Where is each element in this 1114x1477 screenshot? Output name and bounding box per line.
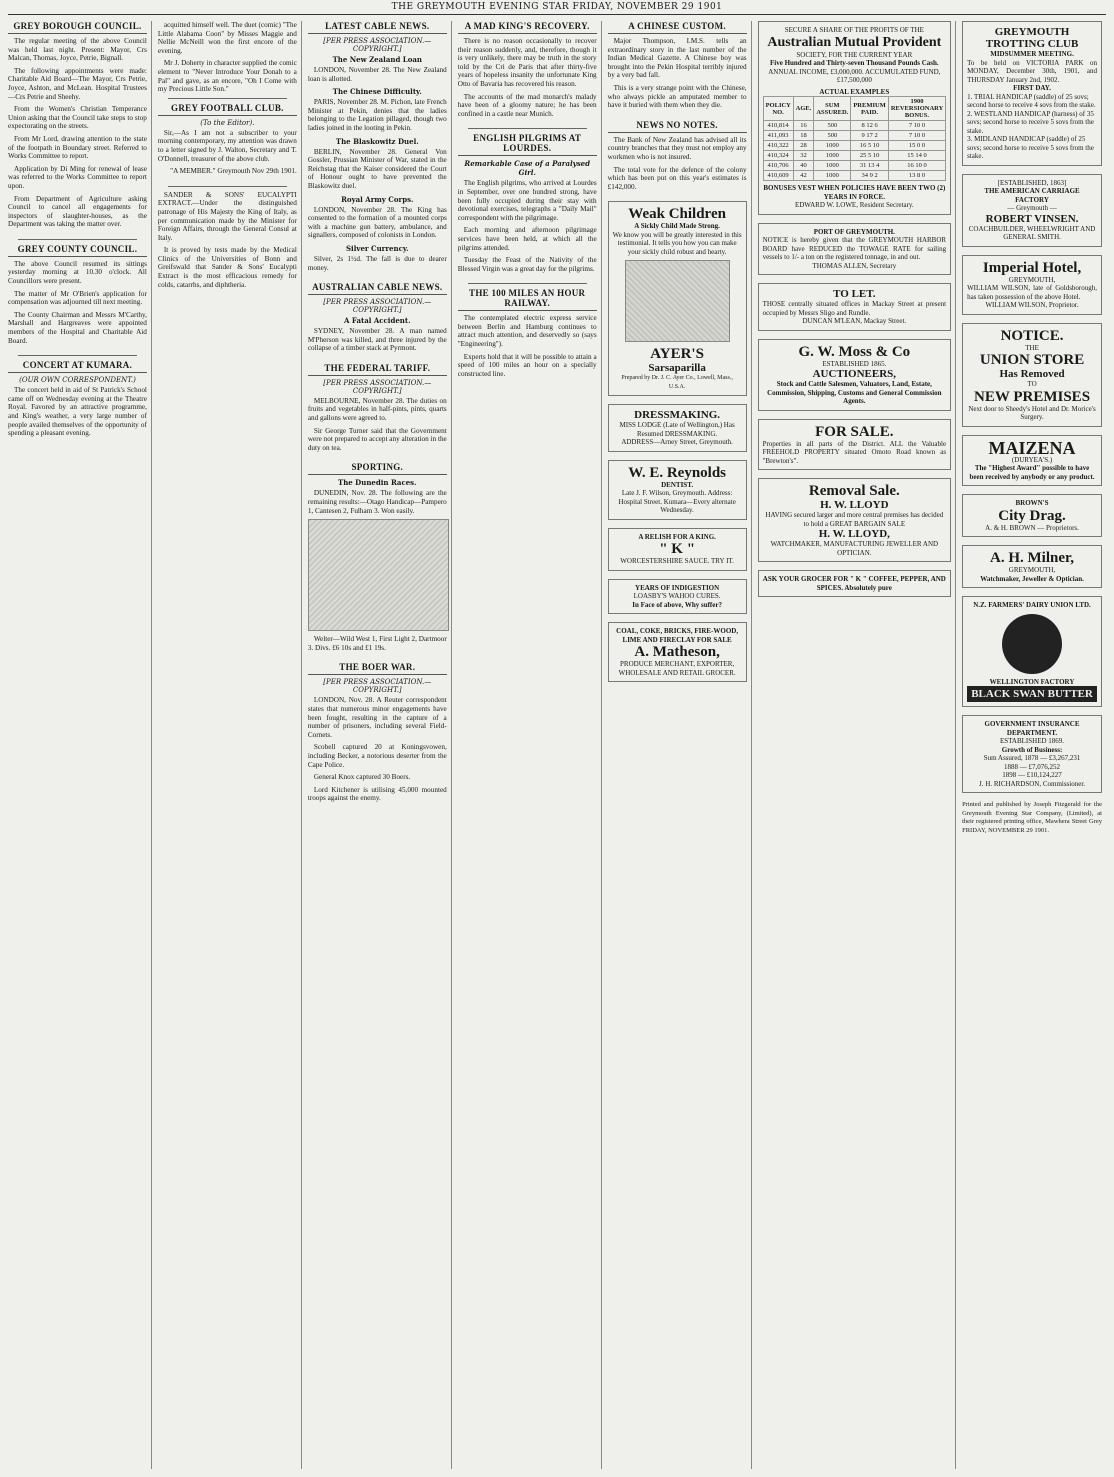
ad-signature: WILLIAM WILSON, Proprietor. (985, 301, 1079, 309)
article-100-miles-railway (458, 288, 597, 378)
article-paragraph: It is proved by tests made by the Medical Clinics of the Universities of Bonn and Greifswald that Sander & Sons' Eucalypti Extract is the most efficacious remedy for colds, catarrhs, and diphtheria. (157, 246, 297, 289)
table-cell: 7 10 0 (888, 121, 945, 131)
article-paragraph: There is no reason occasionally to recover their reason suddenly, and, therefore, though it is very unlikely, there may be truth in the story told by the Cri de Paris that after thirty-five years of hopeless insanity the unfortunate King Otto of Bavaria has recovered his reason. (457, 37, 597, 88)
table-cell: 411,093 (763, 131, 793, 141)
ad-text: The "Highest Award" possible to have been received by anybody or any product. (969, 464, 1095, 481)
article-subhead: Remarkable Case of a Paralysed Girl. (464, 159, 591, 178)
article-headline: LATEST CABLE NEWS. (308, 21, 447, 34)
article-headline: ENGLISH PILGRIMS AT LOURDES. (458, 133, 597, 156)
table-header: 1900 REVERSIONARY BONUS. (888, 97, 945, 121)
ad-row: Sum Assured, 1878 — £3,267,231 (983, 754, 1081, 762)
ad-subtitle: WATCHMAKER, MANUFACTURING JEWELLER AND OPTICIAN. (770, 540, 939, 557)
ad-brand: BLACK SWAN BUTTER (967, 686, 1097, 702)
article-paragraph: DUNEDIN, Nov. 28. The following are the remaining results:—Otago Handicap—Pampero 1, Cantesen 2, Fulham 3. Won easily. (307, 489, 447, 515)
article-headline: A CHINESE CUSTOM. (608, 21, 747, 34)
table-cell: 500 (814, 131, 851, 141)
article-paragraph: Application by Di Ming for renewal of lease was referred to the Works Committee to report upon. (8, 164, 147, 190)
ad-text: In Face of above, Why suffer? (632, 600, 722, 609)
article-sporting (308, 462, 447, 652)
article-paragraph: The Bank of New Zealand has advised all its country branches that they must not employ any workmen who is not insured. (607, 135, 747, 161)
letter-signature: "A MEMBER." Greymouth Nov 29th 1901. (170, 167, 297, 176)
ad-text: Late J. F. Wilson, Greymouth. Address: Hospital Street. Kumara—Every alternate Wednesday. (618, 489, 736, 515)
column-5 (608, 21, 752, 1469)
article-paragraph: The matter of Mr O'Brien's application for compensation was adjourned till next meeting. (8, 289, 147, 307)
ad-title: GREYMOUTH TROTTING CLUB (985, 26, 1079, 50)
ad-row: 1898 — £10,124,227 (1002, 771, 1062, 779)
ad-for-sale (758, 419, 952, 471)
ad-maker: Prepared by Dr. J. C. Ayer Co., Lowell, Mass., U.S.A. (621, 375, 733, 390)
table-cell: 16 5 10 (851, 141, 889, 151)
article-chinese-custom (608, 21, 747, 110)
ad-row: 1888 — £7,076,252 (1004, 762, 1061, 771)
column-4 (458, 21, 602, 1469)
ad-signature: THOMAS ALLEN, Secretary (812, 261, 897, 270)
ad-title: DRESSMAKING. (634, 409, 721, 422)
ad-government-insurance (962, 715, 1102, 793)
column-7 (962, 21, 1106, 1469)
eucalypti-illustration (308, 519, 449, 631)
article-federal-tariff (308, 363, 447, 453)
ad-text: ASK YOUR GROCER FOR " K " COFFEE, PEPPER, AND SPICES. Absolutely pure (762, 575, 946, 592)
ad-est: ESTABLISHED 1865. (822, 359, 887, 368)
table-cell: 410,322 (763, 141, 793, 151)
column-6 (758, 21, 957, 1469)
table-row (763, 121, 946, 131)
article-paragraph: PARIS, November 28. M. Pichon, late French Minister at Pekin, denies that the ladies belonging to the Legation pillaged, though two ladies joined in the looting in Pekin. (307, 98, 447, 132)
article-paragraph: Sir,—As I am not a subscriber to your morning contemporary, my attention was drawn to a letter signed by J. Walton, Secretary and T. O'Donnell, treasurer of the above club. (157, 128, 297, 163)
ad-subtitle: LOASBY'S WAHOO CURES. (633, 592, 721, 601)
table-cell: 34 9 2 (851, 171, 889, 181)
table-cell: 18 (793, 131, 814, 141)
ad-factory: WELLINGTON FACTORY (989, 677, 1075, 686)
article-boer-war (308, 662, 447, 803)
ad-the: THE (1025, 343, 1039, 352)
article-headline: GREY BOROUGH COUNCIL. (8, 21, 147, 34)
divider (18, 239, 137, 240)
table-header: AGE. (793, 97, 814, 121)
ad-growth: Growth of Business: (1001, 745, 1063, 754)
table-cell: 1000 (814, 171, 851, 181)
ad-title: Removal Sale. (808, 483, 900, 499)
table-row (763, 171, 946, 181)
column-1 (8, 21, 152, 1469)
ad-store-name: UNION STORE (979, 352, 1085, 368)
article-subhead: Silver Currency. (346, 243, 409, 253)
ad-text: WILLIAM WILSON, late of Goldsborough, has taken possession of the above Hotel. (967, 284, 1097, 301)
ad-maizena (962, 435, 1102, 487)
ad-brand: Sarsaparilla (648, 362, 706, 375)
article-grey-borough-council (8, 21, 147, 229)
ad-role: Watchmaker, Jeweller & Optician. (980, 574, 1084, 583)
table-cell: 42 (793, 171, 814, 181)
article-paragraph: LONDON, Nov. 28. A Reuter correspondent states that numerous minor engagements have been fought, resulting in the capture of a number of prisoners, including several Field-Cornets. (307, 696, 447, 739)
article-paragraph: Tuesday the Feast of the Nativity of the Blessed Virgin was a great day for the pilgrims. (457, 256, 597, 273)
ad-role: DENTIST. (661, 480, 694, 489)
newspaper-columns (0, 15, 1114, 1469)
ad-city-drag (962, 494, 1102, 537)
table-cell: 16 10 0 (888, 161, 945, 171)
article-byline: [PER PRESS ASSOCIATION.—COPYRIGHT.] (323, 37, 432, 53)
ad-title: YEARS OF INDIGESTION (635, 583, 720, 592)
article-paragraph: Mr J. Doherty in character supplied the comic element to "Never Introduce Your Donah to a Pal" and gave, as an encore, "Oh I Come with my Precious Little Son." (157, 59, 297, 94)
article-headline: GREY COUNTY COUNCIL. (8, 244, 147, 257)
article-byline: [PER PRESS ASSOCIATION.—COPYRIGHT.] (323, 298, 432, 315)
table-row (763, 141, 946, 151)
ad-text: Next door to Sheedy's Hotel and Dr. Morice's Surgery. (968, 404, 1096, 421)
ad-matheson-coal (608, 622, 747, 682)
article-paragraph: Experts hold that it will be possible to attain a speed of 100 miles an hour on a specially constructed line. (457, 352, 597, 378)
article-headline: THE BOER WAR. (308, 662, 447, 675)
article-paragraph: LONDON, November 28. The King has consented to the formation of a mounted corps with a machine gun battery, ambulance, and signallers, composed of colonists in London. (307, 205, 447, 240)
column-3 (308, 21, 452, 1469)
article-headline: GREY FOOTBALL CLUB. (158, 103, 297, 116)
ad-title: City Drag. (998, 507, 1066, 524)
article-paragraph: Lord Kitchener is utilising 45,000 mounted troops against the enemy. (307, 785, 447, 803)
table-cell: 32 (793, 151, 814, 161)
article-grey-county-council (8, 244, 147, 345)
ad-text: Properties in all parts of the District. ALL the Valuable FREEHOLD PROPERTY situated Omoto Road known as "Brewton's". (762, 439, 947, 465)
ad-amp-society (758, 21, 952, 215)
article-eucalypti-extract (158, 191, 297, 290)
ad-title: COAL, COKE, BRICKS, FIRE-WOOD, LIME AND FIRECLAY FOR SALE (616, 627, 739, 644)
article-paragraph: acquitted himself well. The duet (comic) "The Little Alabama Coon" by Misses Maggie and Nellie McNeill won the first encore of the evening. (157, 21, 297, 55)
ad-name: A. H. Milner, (990, 550, 1075, 566)
imprint: Printed and published by Joseph Fitzgerald for the Greymouth Evening Star Company, (Limited), at their registered printing office, Mawhera Street Grey FRIDAY, NOVEMBER 29 1901. (962, 801, 1102, 834)
article-subhead: The Blaskowitz Duel. (335, 136, 419, 146)
ad-text: Stock and Cattle Salesmen, Valuators, Land, Estate, Commission, Shipping, Customs and General Commission Agents. (767, 380, 942, 405)
ad-title: PORT OF GREYMOUTH. (813, 227, 895, 236)
ad-title: Weak Children (628, 206, 726, 223)
ad-dressmaking (608, 404, 747, 452)
ad-est: ESTABLISHED 1869. (1000, 737, 1065, 745)
table-cell: 13 8 0 (888, 171, 945, 181)
ad-moss-auctioneers (758, 339, 952, 411)
article-paragraph: SYDNEY, November 28. A man named M'Pherson was killed, and three injured by the collapse of a timber stack at Pyrmont. (307, 327, 447, 353)
table-header: POLICY NO. (763, 97, 793, 121)
article-paragraph: Scobell captured 20 at Koningsvowen, including Becker, a notorious deserter from the Cape Police. (307, 743, 447, 769)
ad-signature: DUNCAN M'LEAN, Mackay Street. (802, 317, 907, 325)
table-cell: 8 12 6 (851, 121, 889, 131)
ad-bonus: Five Hundred and Thirty-seven Thousand Pounds Cash. (770, 59, 939, 67)
article-paragraph: From Mr Lord, drawing attention to the state of the footpath in Boundary street. Referred to Works Committee to report. (8, 134, 147, 161)
ad-text: PRODUCE MERCHANT, EXPORTER, WHOLESALE AND RETAIL GROCER. (618, 660, 736, 677)
divider (168, 186, 287, 187)
table-header-row (763, 97, 946, 121)
table-cell: 410,324 (763, 151, 793, 161)
table-cell: 40 (793, 161, 814, 171)
article-byline: [PER PRESS ASSOCIATION.—COPYRIGHT.] (323, 378, 432, 395)
article-headline: NEWS NO NOTES. (608, 120, 747, 133)
article-paragraph: This is a very strange point with the Chinese, who always pickle an amputated member to have it buried with them when they die. (607, 83, 747, 110)
ad-moved: Has Removed (999, 368, 1065, 380)
ad-milner (962, 545, 1102, 588)
table-cell: 15 14 0 (888, 151, 945, 161)
ad-k-sauce (608, 528, 747, 571)
ad-title: GOVERNMENT INSURANCE DEPARTMENT. (984, 720, 1080, 737)
table-row (763, 151, 946, 161)
ad-top: SECURE A SHARE OF THE PROFITS OF THE (784, 26, 924, 34)
divider (18, 355, 137, 356)
ad-removal-sale (758, 478, 952, 562)
ad-imperial-hotel (962, 255, 1102, 315)
ad-title: THE AMERICAN CARRIAGE FACTORY (984, 187, 1080, 204)
article-australian-cable-news (308, 282, 447, 353)
article-byline: [PER PRESS ASSOCIATION.—COPYRIGHT.] (323, 678, 432, 695)
article-paragraph: From the Women's Christian Temperance Union asking that the Council take steps to stop expectorating on the streets. (8, 105, 147, 131)
article-paragraph: The accounts of the mad monarch's malady have been of a gloomy nature; he has been confined in a castle near Munich. (457, 92, 597, 118)
ad-text: MISS LODGE (Late of Wellington,) Has Resumed DRESSMAKING. (619, 421, 735, 438)
article-paragraph: The contemplated electric express service between Berlin and Hamburg continues to attract much attention, and deservedly so (says "Engineering"). (457, 314, 597, 349)
column-2 (158, 21, 302, 1469)
ad-title: TO LET. (833, 288, 876, 300)
article-mad-kings-recovery (458, 21, 597, 118)
divider (168, 98, 287, 99)
article-paragraph: The regular meeting of the above Council was held last night. Present: Mayor, Crs Malcan, Thomas, Joyce, Petrie, Bignall. (8, 37, 147, 63)
article-paragraph: LONDON, November 28. The New Zealand loan is allotted. (307, 66, 447, 83)
ad-place: — Greymouth — (1007, 204, 1057, 212)
race-entry: 2. WESTLAND HANDICAP (harness) of 35 sovs; second horse to receive 5 sovs from the stake. (967, 109, 1094, 135)
ad-subtitle: WORCESTERSHIRE SAUCE. TRY IT. (620, 557, 734, 566)
divider (468, 128, 587, 129)
article-paragraph: Silver, 2s 1½d. The fall is due to dearer money. (307, 254, 447, 272)
table-cell: 1000 (814, 161, 851, 171)
article-english-pilgrims (458, 133, 597, 273)
table-cell: 500 (814, 121, 851, 131)
article-paragraph: General Knox captured 30 Boers. (313, 773, 411, 782)
article-subhead: The Dunedin Races. (337, 478, 417, 488)
ad-results: ACTUAL EXAMPLES (819, 87, 890, 96)
divider (468, 283, 587, 284)
article-paragraph: Welter—Wild West 1, First Light 2, Dartmoor 3. Divs. £6 10s and £1 19s. (307, 635, 447, 652)
article-paragraph: The total vote for the defence of the colony which has been put on this year's estimates is £142,000. (607, 165, 747, 191)
table-header: SUM ASSURED. (814, 97, 851, 121)
ad-title: N.Z. FARMERS' DAIRY UNION LTD. (973, 601, 1091, 609)
ad-brand: " K " (659, 541, 696, 558)
ad-name: H. W. LLOYD, (818, 528, 890, 540)
ad-port-of-greymouth (758, 223, 952, 276)
race-entry: 1. TRIAL HANDICAP (saddle) of 25 sovs; second horse to receive 4 sovs from the stake. (967, 92, 1096, 109)
article-subhead: Royal Army Corps. (341, 194, 414, 204)
article-subhead: The Chinese Difficulty. (332, 87, 422, 97)
table-cell: 1000 (814, 151, 851, 161)
ad-text: We know you will be greatly interested in this testimonial. It tells you how you can make your sickly child robust and hearty. (612, 230, 742, 256)
article-headline: CONCERT AT KUMARA. (8, 360, 147, 373)
ad-brand: AYER'S (650, 346, 704, 363)
ad-subtitle: MIDSUMMER MEETING. (990, 50, 1074, 58)
ad-to: TO (1027, 380, 1037, 388)
article-grey-football-club (158, 103, 297, 176)
ad-text: THOSE centrally situated offices in Mackay Street at present occupied by Messrs Sligo and Rundle. (762, 300, 947, 317)
article-paragraph: The concert held in aid of St Patrick's School came off on Wednesday evening at the Theatre Royal. Favored by an attractive programme, and King's weather, a very large number of people availed themselves of the opportunity of spending a pleasant evening. (8, 386, 147, 438)
article-headline: THE FEDERAL TARIFF. (308, 363, 447, 376)
ad-to-let (758, 283, 952, 331)
ad-union-store (962, 323, 1102, 427)
ad-place: GREYMOUTH, (1008, 275, 1056, 284)
article-paragraph: The above Council resumed its sittings yesterday morning at 10.30 o'clock. All Councillors were present. (8, 259, 147, 286)
article-paragraph: The following appointments were made: Charitable Aid Board—The Mayor, Crs Petrie, Joyce, Ashton, and McLean. Hospital Trustees—Crs Petrie and Sheehy. (8, 66, 147, 101)
table-cell: 7 10 0 (888, 131, 945, 141)
ad-trotting-club (962, 21, 1102, 166)
ad-text: To be held on VICTORIA PARK on MONDAY, December 30th, 1901, and THURSDAY January 2nd, 1902. (967, 58, 1097, 84)
table-cell: 410,706 (763, 161, 793, 171)
ad-name: H. W. LLOYD (820, 499, 889, 511)
ad-top: BROWN'S (1015, 499, 1049, 507)
ad-name: A. & H. BROWN — Proprietors. (985, 523, 1079, 532)
article-paragraph: BERLIN, November 28. General Von Gossler, Prussian Minister of War, stated in the Reichstag that the Kaiser considered the Court of Honour ought to have prevented the Blaskowitz duel. (307, 147, 447, 190)
ad-subtitle: SOCIETY, FOR THE CURRENT YEAR (796, 50, 913, 59)
ad-title: A RELISH FOR A KING. (638, 532, 716, 541)
ad-wahoo-cures (608, 579, 747, 615)
article-headline: SPORTING. (308, 462, 447, 475)
ad-premises: NEW PREMISES (974, 388, 1091, 405)
ad-reynolds-dentist (608, 460, 747, 520)
table-row (763, 131, 946, 141)
ad-subtitle: (DURYEA'S.) (1011, 455, 1053, 464)
ad-name: W. E. Reynolds (628, 464, 727, 481)
table-cell: 25 5 10 (851, 151, 889, 161)
ad-name: A. Matheson, (634, 644, 720, 661)
table-cell: 15 0 0 (888, 141, 945, 151)
table-cell: 28 (793, 141, 814, 151)
ad-title: NOTICE. (1000, 327, 1064, 344)
ad-carriage-factory (962, 174, 1102, 247)
article-paragraph: MELBOURNE, November 28. The duties on fruits and vegetables in half-pints, pints, quarts and gallons were agreed to. (307, 396, 447, 423)
ad-day: FIRST DAY. (1013, 84, 1051, 92)
article-byline: (To the Editor). (200, 118, 255, 127)
ad-name: ROBERT VINSEN. (985, 212, 1079, 225)
ad-role: COACHBUILDER, WHEELWRIGHT AND GENERAL SMITH. (968, 224, 1096, 241)
ad-name: G. W. Moss & Co (798, 343, 911, 360)
ad-text: NOTICE is hereby given that the GREYMOUTH HARBOR BOARD have REDUCED the TOWAGE RATE for sailing vessels to 1/- a ton on the registered tonnage, in and out. (762, 236, 947, 261)
ad-title: MAIZENA (988, 437, 1076, 458)
article-headline: AUSTRALIAN CABLE NEWS. (308, 282, 447, 295)
table-cell: 410,814 (763, 121, 793, 131)
ad-income: ANNUAL INCOME, £3,000,000. ACCUMULATED FUND, £17,500,000 (768, 67, 941, 84)
ad-text: HAVING secured larger and more central premises has decided to hold a GREAT BARGAIN SALE (765, 511, 944, 528)
race-entry: 3. MIDLAND HANDICAP (saddle) of 25 sovs; second horse to receive 5 sovs from the stake. (967, 135, 1094, 160)
article-paragraph: Each morning and afternoon pilgrimage services have been held, at which all the pilgrims attended. (457, 226, 597, 252)
ad-ayers-sarsaparilla (608, 201, 747, 396)
article-paragraph: The English pilgrims, who arrived at Lourdes in September, over one hundred strong, have been fully occupied during their stay with devotional exercises, telegraphs a "Daily Mail" correspondent with the pilgrimage. (457, 179, 597, 222)
article-paragraph: The County Chairman and Messrs M'Carthy, Marshall and Hargreaves were appointed members of the Hospital and Charitable Aid Board. (8, 310, 147, 345)
table-cell: 16 (793, 121, 814, 131)
ad-dairy-union (962, 596, 1102, 707)
ad-agent: EDWARD W. LOWE, Resident Secretary. (794, 201, 914, 209)
child-illustration (625, 260, 730, 342)
ad-title: Australian Mutual Provident (767, 34, 942, 50)
table-cell: 410,609 (763, 171, 793, 181)
ad-place: GREYMOUTH, (1008, 566, 1056, 574)
article-headline: THE 100 MILES AN HOUR RAILWAY. (458, 288, 597, 311)
article-paragraph: Sir George Turner said that the Government were not prepared to accept any alteration in the duty on tea. (307, 426, 447, 452)
article-subhead: A Fatal Accident. (343, 316, 411, 326)
article-concert-at-kumara (8, 360, 147, 438)
article-paragraph: From Department of Agriculture asking Council to cancel all engagements for inspectors of slaughter-houses, as the Department was taking the matter over. (8, 194, 147, 229)
ad-signature: J. H. RICHARDSON, Commissioner. (979, 779, 1086, 788)
masthead: THE GREYMOUTH EVENING STAR FRIDAY, NOVEMBER 29 1901 (8, 0, 1106, 15)
article-paragraph: Major Thompson, I.M.S. tells an extraordinary story in the last number of the Indian Medical Gazette. A Chinese boy was brought into the Pekin Hospital terribly injured by a very bad fall. (607, 37, 747, 80)
table-cell: 9 17 2 (851, 131, 889, 141)
ad-k-coffee (758, 570, 952, 597)
table-cell: 1000 (814, 141, 851, 151)
article-subhead: The New Zealand Loan (332, 55, 422, 64)
ad-title: FOR SALE. (815, 423, 894, 440)
article-byline: (OUR OWN CORRESPONDENT.) (19, 376, 136, 385)
ad-title: Imperial Hotel, (982, 259, 1082, 276)
policy-table (763, 96, 947, 181)
table-header: PREMIUM PAID. (851, 97, 889, 121)
article-headline: A MAD KING'S RECOVERY. (458, 21, 597, 34)
ad-footer: BONUSES VEST WHEN POLICIES HAVE BEEN TWO (2) YEARS IN FORCE. (763, 184, 946, 201)
ad-address: ADDRESS—Arney Street, Greymouth. (621, 438, 733, 447)
ad-subtitle: A Sickly Child Made Strong. (634, 222, 720, 231)
ad-est: [ESTABLISHED, 1863] (997, 178, 1067, 187)
article-news-notes (608, 120, 747, 192)
article-latest-cable-news (308, 21, 447, 272)
table-cell: 31 13 4 (851, 161, 889, 171)
table-row (763, 161, 946, 171)
swan-logo-icon (1002, 614, 1062, 674)
ad-role: AUCTIONEERS, (812, 368, 897, 380)
article-paragraph: SANDER & SONS' EUCALYPTI EXTRACT.—Under the distinguished patronage of His Majesty the King of Italy, as per communication made by the Minister for Foreign Affairs, through the General Consul at Italy. (157, 190, 297, 242)
